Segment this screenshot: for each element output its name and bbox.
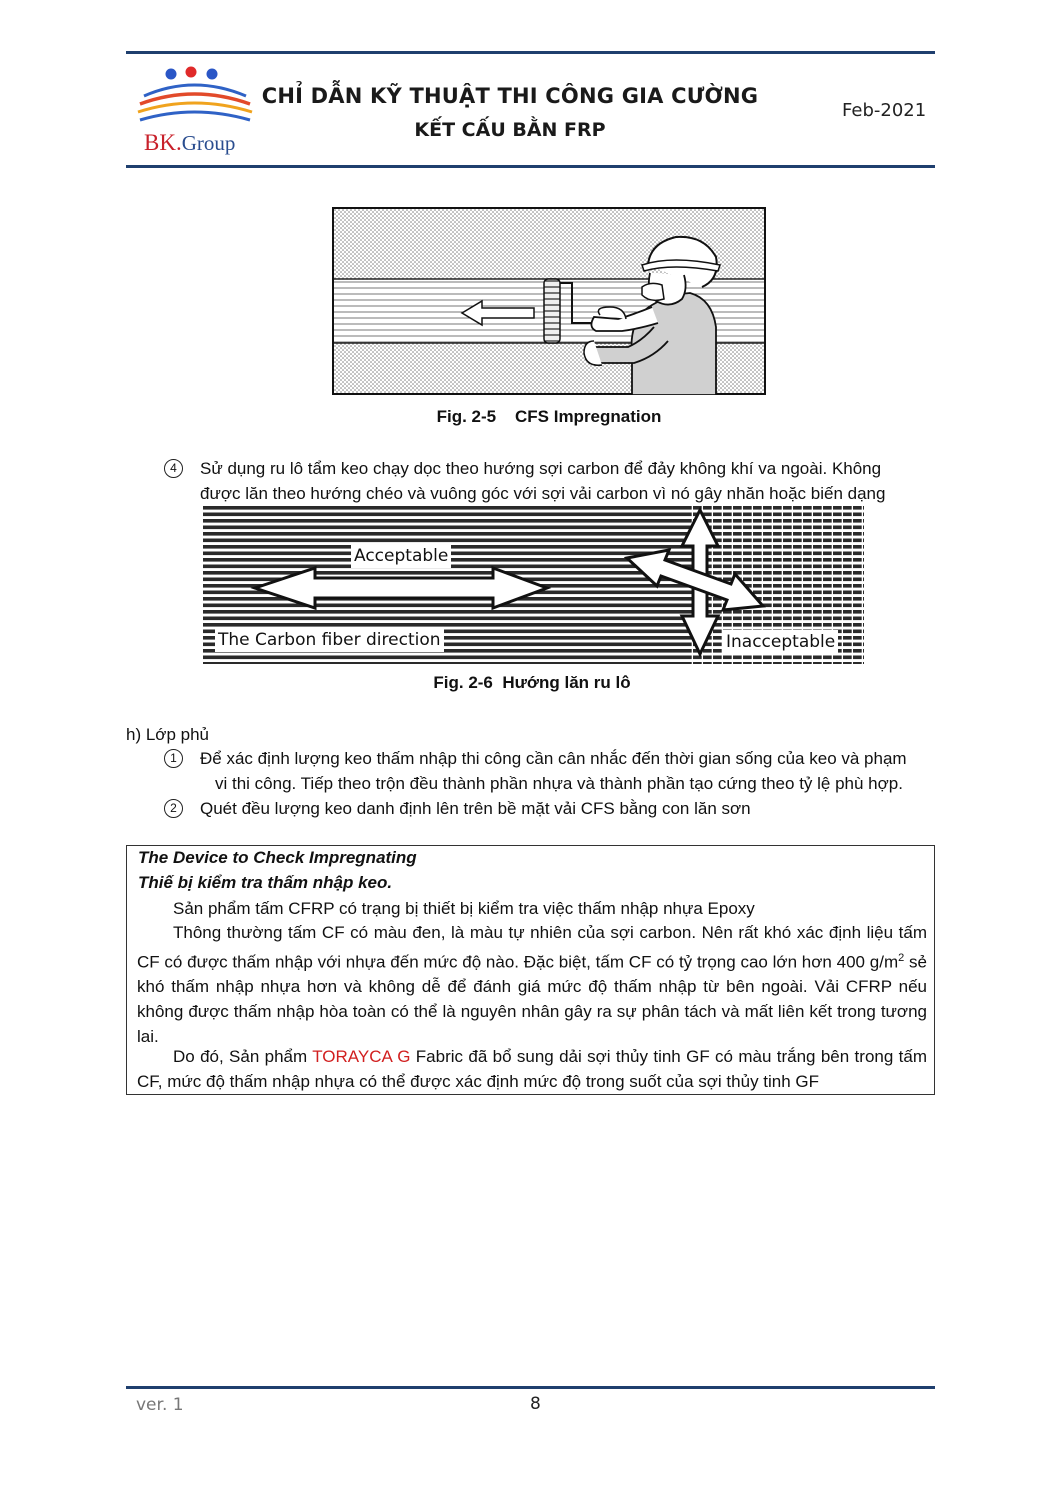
- section-h-item2-line1: Quét đều lượng keo danh định lên trên bề mặt vải CFS bằng con lăn sơn: [200, 799, 751, 818]
- document-date: Feb-2021: [842, 100, 927, 121]
- page-number: 8: [530, 1394, 541, 1414]
- label-inacceptable: Inacceptable: [723, 630, 838, 654]
- logo-text: BK.Group: [144, 130, 236, 155]
- note-title-english: The Device to Check Impregnating: [138, 848, 417, 867]
- figure-2-6-caption: Fig. 2-6 Hướng lăn ru lô: [433, 673, 631, 692]
- figure-roller-direction: [203, 506, 864, 664]
- note-paragraph-2: Thông thường tấm CF có màu đen, là màu tự nhiên của sợi carbon. Nên rất khó xác định liệu tấm CF có được thấm nhập với nhựa đến mức độ nào. Đặc biệt, tấm CF có tỷ trọng cao lớn hơn 400 $g/m^2$ sẻ khó thấm nhập nhựa hơn và không dễ để đánh giá mức độ thấm nhập từ bên ngoài. Vải CFRP nếu không được thấm nhập hòa toàn có thể là nguyên nhân gây ra sự phân tách và mất liên kết trong tương lai.: [137, 923, 927, 1046]
- bk-group-logo: [136, 62, 254, 158]
- section-h-heading: h) Lớp phủ: [126, 725, 209, 744]
- section-h-item1-number: 1: [164, 749, 183, 768]
- figure-cfs-impregnation: [332, 207, 766, 395]
- figure-2-5-caption: Fig. 2-5 CFS Impregnation: [436, 407, 662, 426]
- section-h-item2-number: 2: [164, 799, 183, 818]
- impregnation-check-note-box: [126, 845, 935, 1095]
- section-h-item1-line2: vi thi công. Tiếp theo trộn đều thành phần nhựa và thành phần tạo cứng theo tỷ lệ phù hợp.: [215, 774, 903, 793]
- label-acceptable: Acceptable: [351, 544, 451, 568]
- note-title-vietnamese: Thiế bị kiểm tra thấm nhập keo.: [138, 873, 393, 892]
- step-4-text-line2: được lăn theo hướng chéo và vuông góc với sợi vải carbon vì nó gây nhăn hoặc biến dạng: [200, 484, 886, 503]
- note-paragraph-3: Do đó, Sản phẩm TORAYCA G Fabric đã bổ sung dải sợi thủy tinh GF có màu trắng bên trong tấm CF, mức độ thấm nhập nhựa có thể được xác định mức độ trong suốt của sợi thủy tinh GF: [137, 1047, 927, 1091]
- logo-graphic: [136, 62, 254, 132]
- label-carbon-fiber-direction: The Carbon fiber direction: [215, 628, 444, 652]
- section-h-item1-line1: Để xác định lượng keo thấm nhập thi công cần cân nhắc đến thời gian sống của keo và phạm: [200, 749, 907, 768]
- document-title-line2: KẾT CẤU BẰN FRP: [414, 119, 606, 141]
- cfs-impregnation-illustration: [332, 207, 766, 395]
- document-title-line1: CHỈ DẪN KỸ THUẬT THI CÔNG GIA CƯỜNG: [261, 84, 759, 108]
- footer-version: ver. 1: [136, 1395, 184, 1415]
- header-bottom-rule: [126, 165, 935, 168]
- step-4-number: 4: [164, 459, 183, 478]
- note-paragraph-1: Sản phẩm tấm CFRP có trạng bị thiết bị kiểm tra việc thấm nhập nhựa Epoxy: [173, 899, 755, 918]
- footer-rule: [126, 1386, 935, 1389]
- step-4-text-line1: Sử dụng ru lô tẩm keo chạy dọc theo hướng sợi carbon để đảy không khí va ngoài. Không: [200, 459, 882, 478]
- header-top-rule: [126, 51, 935, 54]
- brand-torayca: TORAYCA G: [312, 1047, 411, 1066]
